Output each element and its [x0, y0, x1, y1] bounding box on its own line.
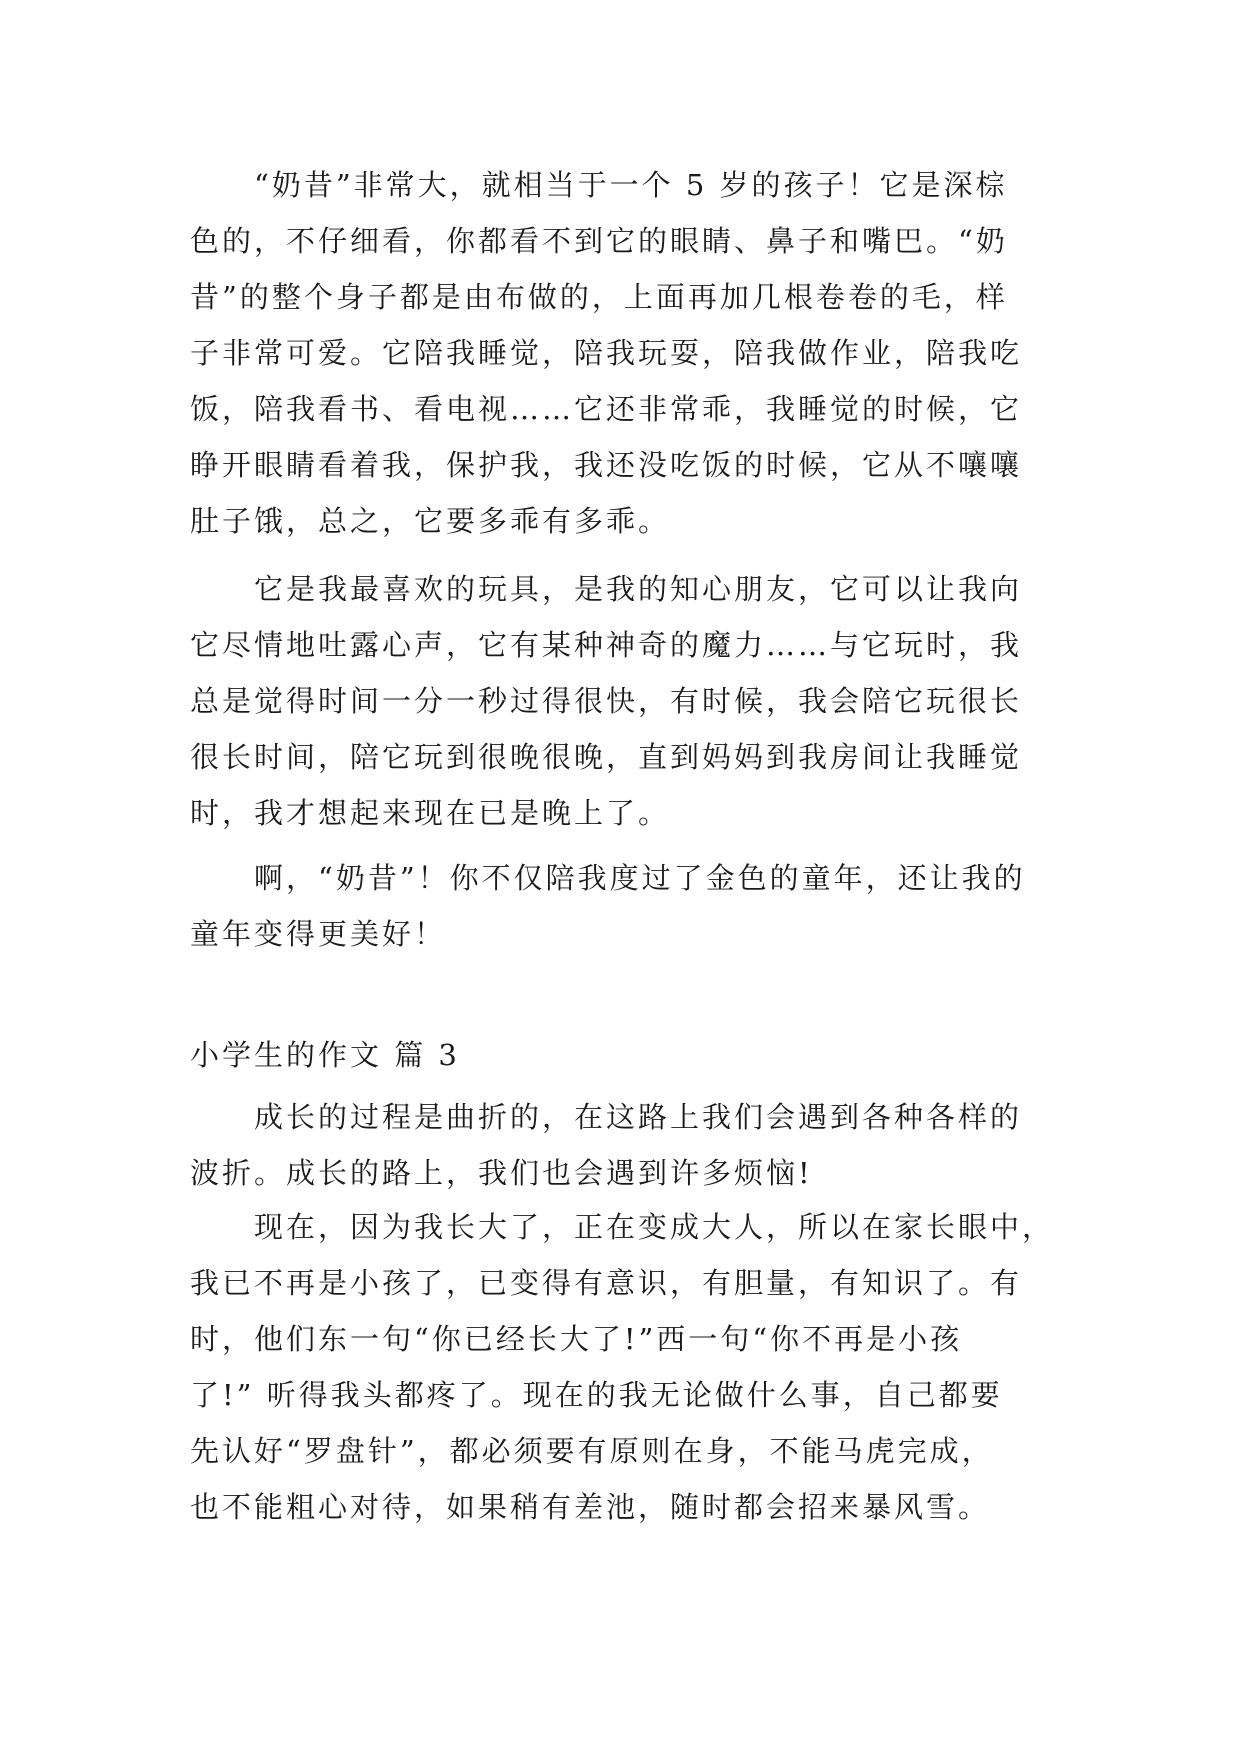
section-heading	[190, 1027, 1050, 1083]
paragraph-favorite-toy	[190, 561, 1050, 841]
paragraph-closing	[190, 850, 1050, 962]
paragraph-naixi-description	[190, 157, 1050, 549]
text-line: 色的，不仔细看，你都看不到它的眼睛、鼻子和嘴巴。“奶	[190, 224, 1008, 258]
text-line: 先认好“罗盘针”，都必须要有原则在身，不能马虎完成，	[190, 1434, 994, 1468]
text-line: 它尽情地吐露心声，它有某种神奇的魔力……与它玩时，我	[190, 628, 1023, 662]
text-line: 成长的过程是曲折的，在这路上我们会遇到各种各样的	[254, 1100, 1023, 1134]
text-line: 波折。成长的路上，我们也会遇到许多烦恼!	[190, 1156, 813, 1190]
text-line: 子非常可爱。它陪我睡觉，陪我玩耍，陪我做作业，陪我吃	[190, 336, 1023, 370]
text-line: 我已不再是小孩了，已变得有意识，有胆量，有知识了。有	[190, 1266, 1023, 1300]
text-line: 总是觉得时间一分一秒过得很快，有时候，我会陪它玩很长	[190, 684, 1023, 718]
text-line: 童年变得更美好！	[190, 917, 447, 951]
text-line: 时，他们东一句“你已经长大了!”西一句“你不再是小孩	[190, 1322, 963, 1356]
text-line: 也不能粗心对待，如果稍有差池，随时都会招来暴风雪。	[190, 1490, 991, 1524]
paragraph-growth-intro	[190, 1089, 1050, 1201]
text-line: 它是我最喜欢的玩具，是我的知心朋友，它可以让我向	[254, 572, 1023, 606]
text-line: 时，我才想起来现在已是晚上了。	[190, 796, 671, 830]
text-line: 昔”的整个身子都是由布做的，上面再加几根卷卷的毛，样	[190, 280, 1008, 314]
text-line: 饭，陪我看书、看电视……它还非常乖，我睡觉的时候，它	[190, 392, 1023, 426]
paragraph-growing-up	[190, 1199, 1055, 1535]
section-heading-text: 小学生的作文 篇 3	[190, 1038, 460, 1072]
text-line: “奶昔”非常大，就相当于一个 5 岁的孩子！它是深棕	[254, 168, 1008, 202]
text-line: 睁开眼睛看着我，保护我，我还没吃饭的时候，它从不嚷嚷	[190, 448, 1023, 482]
text-line: 肚子饿，总之，它要多乖有多乖。	[190, 504, 671, 538]
text-line: 啊，“奶昔”！你不仅陪我度过了金色的童年，还让我的	[254, 861, 1026, 895]
text-line: 现在，因为我长大了，正在变成大人，所以在家长眼中，	[254, 1210, 1055, 1244]
text-line: 了!” 听得我头都疼了。现在的我无论做什么事，自己都要	[190, 1378, 1003, 1412]
text-line: 很长时间，陪它玩到很晚很晚，直到妈妈到我房间让我睡觉	[190, 740, 1023, 774]
